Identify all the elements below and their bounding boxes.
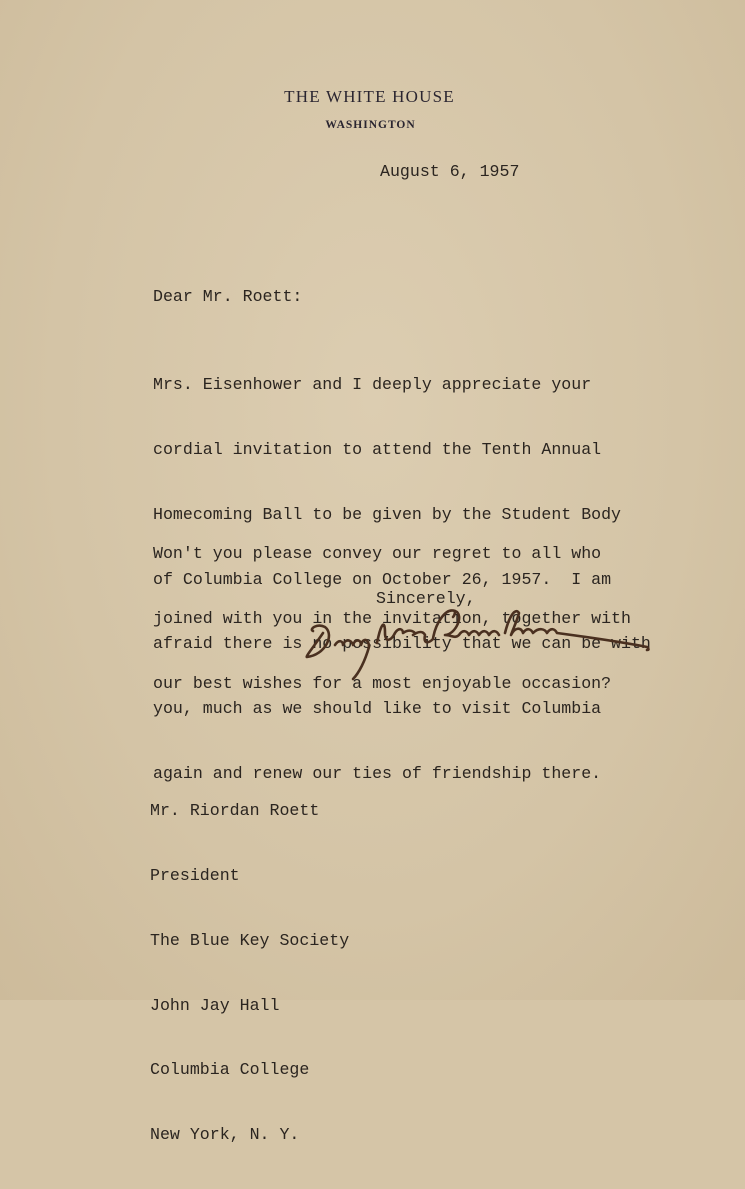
address-line: New York, N. Y. — [150, 1125, 300, 1145]
address-line: President — [150, 865, 240, 885]
body-line: of Columbia College on October 26, 1957. I am — [153, 569, 612, 589]
body-line: afraid there is no possibility that we can be with — [153, 634, 651, 654]
address-line: Mr. Riordan Roett — [150, 801, 320, 821]
recipient-address — [150, 757, 349, 1189]
body-line: joined with you in the invitation, together with — [153, 608, 631, 628]
address-line: John Jay Hall — [150, 995, 280, 1015]
address-line: The Blue Key Society — [150, 930, 350, 950]
body-line: again and renew our ties of friendship there. — [153, 763, 602, 783]
body-line: Won't you please convey our regret to all who — [153, 544, 602, 564]
body-line: our best wishes for a most enjoyable occasion? — [153, 673, 612, 693]
body-line: you, much as we should like to visit Columbia — [153, 699, 602, 719]
address-line: Columbia College — [150, 1060, 310, 1080]
signature — [295, 605, 695, 685]
closing: Sincerely, — [376, 589, 476, 608]
letterhead-city: WASHINGTON — [325, 119, 416, 131]
body-line: Mrs. Eisenhower and I deeply appreciate your — [153, 375, 592, 395]
body-line: cordial invitation to attend the Tenth Annual — [153, 439, 602, 459]
letter-date: August 6, 1957 — [380, 162, 520, 181]
letterhead-title: THE WHITE HOUSE — [284, 87, 455, 106]
salutation: Dear Mr. Roett: — [153, 287, 303, 306]
body-line: Homecoming Ball to be given by the Student Body — [153, 504, 622, 524]
